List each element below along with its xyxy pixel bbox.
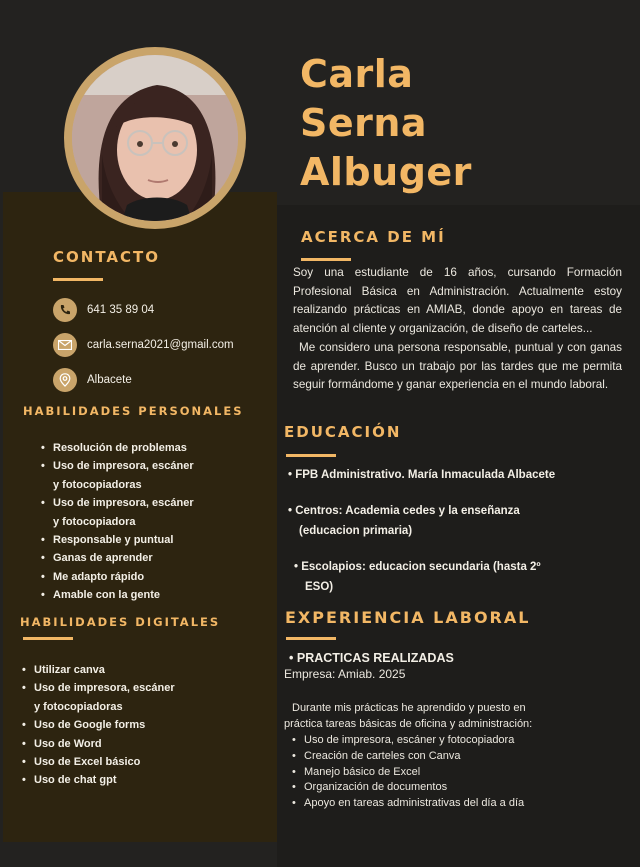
bullet-icon: • — [288, 505, 296, 517]
education-item-3-line-2: ESO) — [305, 581, 334, 593]
full-name — [300, 50, 472, 197]
list-item: y fotocopiadora — [53, 515, 136, 528]
phone-icon — [53, 298, 77, 322]
contact-location-row — [53, 368, 132, 392]
experience-company: Empresa: Amiab. 2025 — [284, 667, 406, 681]
contact-title: CONTACTO — [53, 248, 160, 266]
education-item-2-line-1: Centros: Academia cedes y la enseñanza — [295, 505, 520, 517]
list-item: • Uso de impresora, escáner — [41, 494, 194, 512]
list-item: • Uso de chat gpt — [22, 771, 175, 789]
experience-tasks-list — [290, 733, 524, 812]
list-item: • Utilizar canva — [22, 661, 175, 679]
education-item-3 — [294, 557, 541, 597]
education-item-3-line-1: Escolapios: educacion secundaria (hasta 2º — [301, 561, 541, 573]
experience-heading-text: PRACTICAS REALIZADAS — [296, 651, 454, 665]
personal-skills-title: HABILIDADES PERSONALES — [23, 404, 244, 418]
experience-intro-line-1: Durante mis prácticas he aprendido y puesto en — [292, 702, 526, 714]
contact-phone-row — [53, 298, 154, 322]
digital-skills-list — [22, 661, 175, 790]
map-pin-icon — [53, 368, 77, 392]
digital-skills-title: HABILIDADES DIGITALES — [20, 615, 221, 629]
about-paragraph-2: Me considero una persona responsable, puntual y con ganas de aprender. Busco un trabajo por las tardes que me permita seguir formándome y ganar experiencia en el mundo laboral. — [293, 341, 622, 392]
list-item: • Creación de carteles con Canva — [290, 749, 524, 765]
digital-skills-underline — [23, 637, 73, 640]
contact-underline — [53, 278, 103, 281]
experience-heading — [289, 648, 454, 668]
list-item: • Responsable y puntual — [41, 531, 194, 549]
list-item: y fotocopiadoras — [34, 700, 123, 713]
contact-email-row — [53, 333, 234, 357]
about-paragraph-1: Soy una estudiante de 16 años, cursando Formación Profesional Básica en Administración. Actualmente estoy realizando prácticas en AMIAB, donde apoyo en tareas de atención al cliente y organización, de diseño de carteles... — [293, 266, 622, 335]
list-item: • Resolución de problemas — [41, 439, 194, 457]
education-item-1 — [288, 465, 555, 485]
portrait-illustration — [72, 55, 238, 221]
education-title: EDUCACIÓN — [284, 423, 402, 441]
experience-intro-line-2: práctica tareas básicas de oficina y administración: — [284, 718, 533, 730]
bullet-icon: • — [294, 561, 302, 573]
experience-title: EXPERIENCIA LABORAL — [285, 608, 531, 627]
personal-skills-list — [41, 439, 194, 605]
list-item: • Uso de Google forms — [22, 716, 175, 734]
education-item-2-line-2: (educacion primaria) — [299, 525, 413, 537]
list-item: • Amable con la gente — [41, 586, 194, 604]
envelope-icon — [53, 333, 77, 357]
list-item: • Manejo básico de Excel — [290, 765, 524, 781]
list-item: • Uso de impresora, escáner — [22, 679, 175, 697]
list-item: • Uso de impresora, escáner y fotocopiadora — [290, 733, 524, 749]
about-title: ACERCA DE MÍ — [301, 228, 446, 246]
middle-name: Serna — [300, 101, 428, 145]
education-item-2 — [288, 501, 520, 541]
list-item: y fotocopiadoras — [53, 478, 142, 491]
list-item: • Me adapto rápido — [41, 568, 194, 586]
bullet-icon: • — [288, 469, 296, 481]
contact-location: Albacete — [87, 374, 132, 386]
list-item: • Ganas de aprender — [41, 549, 194, 567]
list-item: • Uso de Excel básico — [22, 753, 175, 771]
about-underline — [301, 258, 351, 261]
contact-phone: 641 35 89 04 — [87, 304, 155, 316]
last-name: Albuger — [300, 150, 472, 194]
list-item: • Organización de documentos — [290, 780, 524, 796]
education-underline — [286, 454, 336, 457]
list-item: • Uso de impresora, escáner — [41, 457, 194, 475]
profile-photo — [72, 55, 238, 221]
bullet-icon: • — [289, 651, 297, 665]
list-item: • Apoyo en tareas administrativas del día a día — [290, 796, 524, 812]
experience-underline — [286, 637, 336, 640]
contact-email[interactable]: carla.serna2021@gmail.com — [87, 339, 234, 351]
education-item-1-text: FPB Administrativo. María Inmaculada Albacete — [295, 469, 556, 481]
list-item: • Uso de Word — [22, 735, 175, 753]
first-name: Carla — [300, 52, 414, 96]
